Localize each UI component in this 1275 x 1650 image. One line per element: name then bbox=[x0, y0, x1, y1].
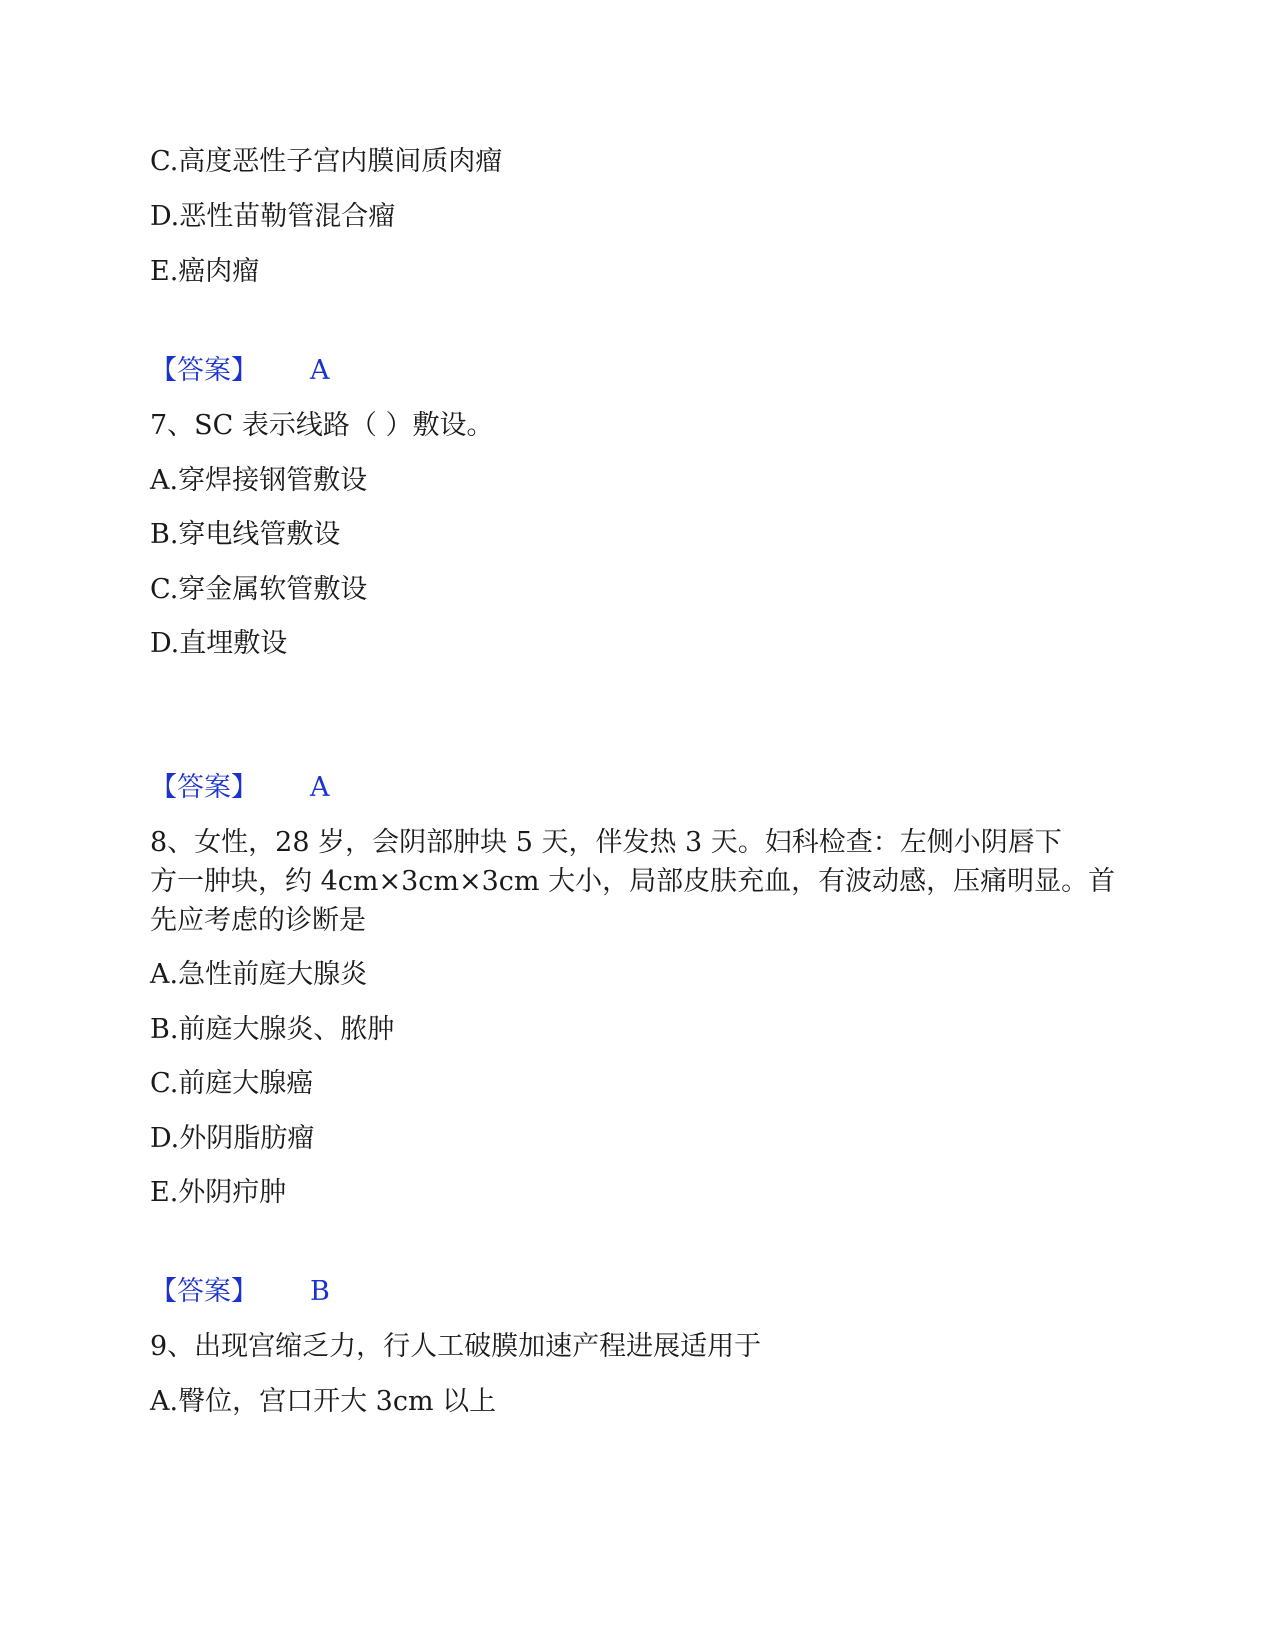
answer-value: A bbox=[310, 772, 330, 803]
q8-question-line-3: 先应考虑的诊断是 bbox=[150, 905, 366, 936]
q7-option-b: B.穿电线管敷设 bbox=[150, 519, 341, 550]
q6-option-e: E.癌肉瘤 bbox=[150, 256, 260, 287]
q8-option-e: E.外阴疖肿 bbox=[150, 1177, 287, 1208]
q8-option-d: D.外阴脂肪瘤 bbox=[150, 1123, 315, 1154]
answer-label: 【答案】 bbox=[150, 355, 258, 386]
answer-label: 【答案】 bbox=[150, 772, 258, 803]
q9-option-a: A.臀位，宫口开大 3cm 以上 bbox=[150, 1386, 497, 1417]
q8-question-line-1: 8、女性，28 岁，会阴部肿块 5 天，伴发热 3 天。妇科检查：左侧小阴唇下 bbox=[150, 827, 1062, 858]
q7-option-a: A.穿焊接钢管敷设 bbox=[150, 465, 368, 496]
q7-question: 7、SC 表示线路（ ）敷设。 bbox=[150, 410, 494, 441]
q8-answer bbox=[150, 1277, 330, 1307]
q8-option-c: C.前庭大腺癌 bbox=[150, 1068, 314, 1099]
q7-answer bbox=[150, 773, 330, 803]
q6-option-c: C.高度恶性子宫内膜间质肉瘤 bbox=[150, 146, 503, 177]
answer-label: 【答案】 bbox=[150, 1276, 258, 1307]
q8-question-line-2: 方一肿块，约 4cm×3cm×3cm 大小，局部皮肤充血，有波动感，压痛明显。首 bbox=[150, 866, 1116, 897]
q9-question: 9、出现宫缩乏力，行人工破膜加速产程进展适用于 bbox=[150, 1331, 762, 1362]
q6-answer bbox=[150, 356, 330, 386]
q8-option-b: B.前庭大腺炎、脓肿 bbox=[150, 1014, 395, 1045]
q8-option-a: A.急性前庭大腺炎 bbox=[150, 959, 368, 990]
q6-option-d: D.恶性苗勒管混合瘤 bbox=[150, 201, 396, 232]
answer-value: B bbox=[310, 1276, 330, 1307]
q7-option-c: C.穿金属软管敷设 bbox=[150, 574, 368, 605]
q7-option-d: D.直埋敷设 bbox=[150, 628, 288, 659]
answer-value: A bbox=[310, 355, 330, 386]
